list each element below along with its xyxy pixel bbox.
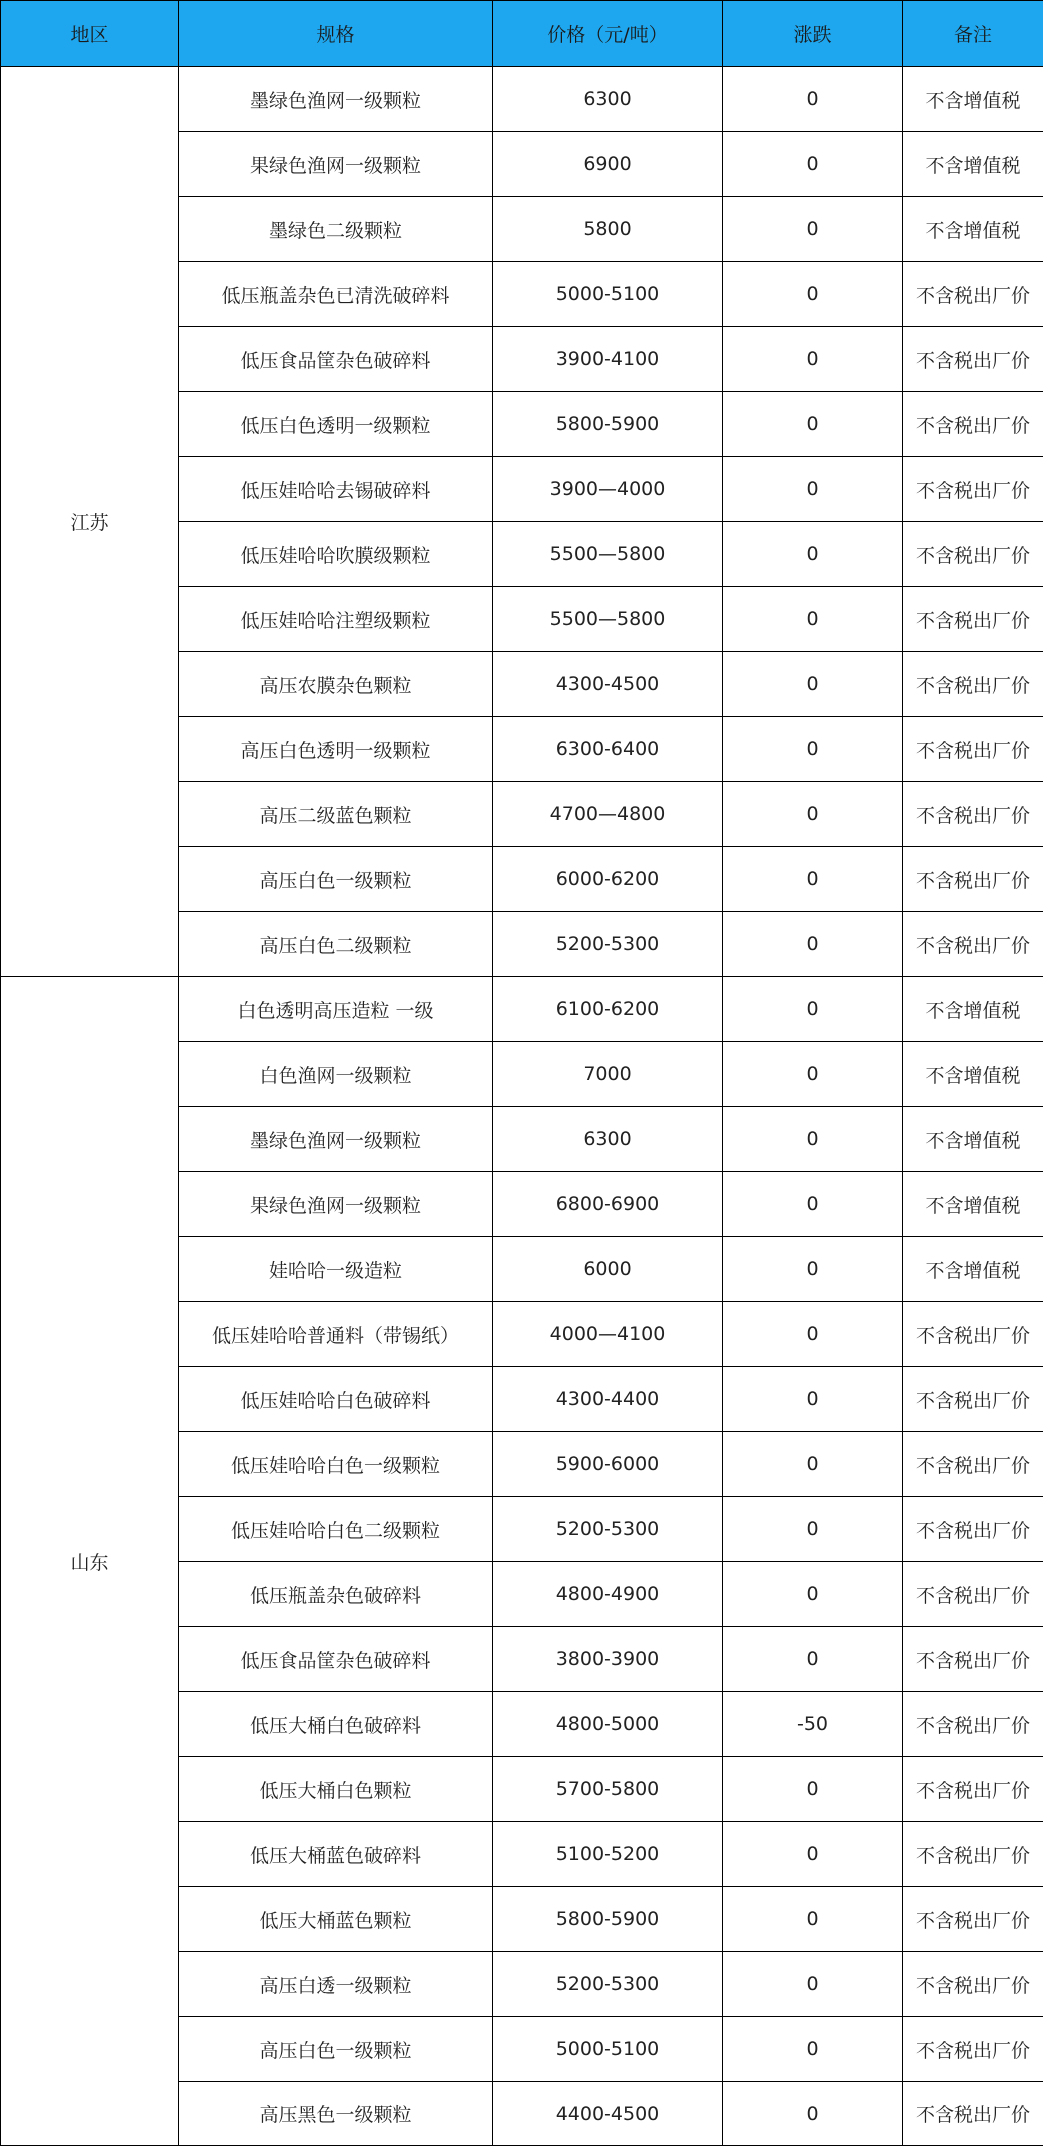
- price-cell: 7000: [493, 1042, 723, 1107]
- spec-cell: 墨绿色二级颗粒: [179, 197, 493, 262]
- price-cell: 5200-5300: [493, 1952, 723, 2017]
- spec-cell: 低压娃哈哈白色二级颗粒: [179, 1497, 493, 1562]
- change-cell: 0: [723, 717, 903, 782]
- change-cell: 0: [723, 1562, 903, 1627]
- note-cell: 不含税出厂价: [903, 1302, 1043, 1367]
- change-cell: 0: [723, 1107, 903, 1172]
- price-cell: 3800-3900: [493, 1627, 723, 1692]
- region-cell: 山东: [1, 977, 179, 2146]
- spec-cell: 高压农膜杂色颗粒: [179, 652, 493, 717]
- spec-cell: 低压大桶蓝色颗粒: [179, 1887, 493, 1952]
- note-cell: 不含税出厂价: [903, 1432, 1043, 1497]
- note-cell: 不含税出厂价: [903, 327, 1043, 392]
- price-cell: 4700—4800: [493, 782, 723, 847]
- table-row: [1, 67, 1043, 132]
- price-cell: 6300-6400: [493, 717, 723, 782]
- note-cell: 不含税出厂价: [903, 847, 1043, 912]
- note-cell: 不含税出厂价: [903, 1692, 1043, 1757]
- change-cell: 0: [723, 652, 903, 717]
- change-cell: 0: [723, 1302, 903, 1367]
- price-cell: 4300-4400: [493, 1367, 723, 1432]
- spec-cell: 高压白透一级颗粒: [179, 1952, 493, 2017]
- spec-cell: 低压大桶蓝色破碎料: [179, 1822, 493, 1887]
- price-cell: 5500—5800: [493, 522, 723, 587]
- change-cell: 0: [723, 392, 903, 457]
- change-cell: 0: [723, 847, 903, 912]
- change-cell: 0: [723, 327, 903, 392]
- change-cell: 0: [723, 1497, 903, 1562]
- change-cell: 0: [723, 1432, 903, 1497]
- price-cell: 6000: [493, 1237, 723, 1302]
- change-cell: 0: [723, 2017, 903, 2082]
- change-cell: 0: [723, 1042, 903, 1107]
- note-cell: 不含增值税: [903, 1107, 1043, 1172]
- note-cell: 不含增值税: [903, 197, 1043, 262]
- change-cell: 0: [723, 2082, 903, 2146]
- change-cell: 0: [723, 782, 903, 847]
- change-cell: 0: [723, 1627, 903, 1692]
- price-cell: 5800-5900: [493, 392, 723, 457]
- region-cell: 江苏: [1, 67, 179, 977]
- price-cell: 6100-6200: [493, 977, 723, 1042]
- price-cell: 6800-6900: [493, 1172, 723, 1237]
- spec-cell: 高压白色透明一级颗粒: [179, 717, 493, 782]
- spec-cell: 果绿色渔网一级颗粒: [179, 132, 493, 197]
- spec-cell: 果绿色渔网一级颗粒: [179, 1172, 493, 1237]
- spec-cell: 娃哈哈一级造粒: [179, 1237, 493, 1302]
- note-cell: 不含增值税: [903, 1172, 1043, 1237]
- price-cell: 3900-4100: [493, 327, 723, 392]
- price-cell: 6900: [493, 132, 723, 197]
- note-cell: 不含税出厂价: [903, 1562, 1043, 1627]
- note-cell: 不含税出厂价: [903, 782, 1043, 847]
- spec-cell: 高压黑色一级颗粒: [179, 2082, 493, 2146]
- price-cell: 5800-5900: [493, 1887, 723, 1952]
- price-cell: 5500—5800: [493, 587, 723, 652]
- note-cell: 不含税出厂价: [903, 652, 1043, 717]
- spec-cell: 低压瓶盖杂色破碎料: [179, 1562, 493, 1627]
- spec-cell: 墨绿色渔网一级颗粒: [179, 67, 493, 132]
- change-cell: -50: [723, 1692, 903, 1757]
- note-cell: 不含增值税: [903, 977, 1043, 1042]
- change-cell: 0: [723, 262, 903, 327]
- spec-cell: 白色透明高压造粒 一级: [179, 977, 493, 1042]
- table-body: [1, 67, 1043, 2146]
- note-cell: 不含税出厂价: [903, 717, 1043, 782]
- spec-cell: 低压娃哈哈吹膜级颗粒: [179, 522, 493, 587]
- price-cell: 5200-5300: [493, 1497, 723, 1562]
- change-cell: 0: [723, 457, 903, 522]
- spec-cell: 高压白色一级颗粒: [179, 847, 493, 912]
- price-cell: 3900—4000: [493, 457, 723, 522]
- spec-cell: 低压大桶白色破碎料: [179, 1692, 493, 1757]
- spec-cell: 低压娃哈哈去锡破碎料: [179, 457, 493, 522]
- price-cell: 5000-5100: [493, 2017, 723, 2082]
- note-cell: 不含税出厂价: [903, 1757, 1043, 1822]
- spec-cell: 低压瓶盖杂色已清洗破碎料: [179, 262, 493, 327]
- note-cell: 不含税出厂价: [903, 1952, 1043, 2017]
- change-cell: 0: [723, 1757, 903, 1822]
- spec-cell: 墨绿色渔网一级颗粒: [179, 1107, 493, 1172]
- change-cell: 0: [723, 1952, 903, 2017]
- note-cell: 不含税出厂价: [903, 457, 1043, 522]
- header-region: 地区: [1, 1, 179, 67]
- change-cell: 0: [723, 522, 903, 587]
- price-cell: 5700-5800: [493, 1757, 723, 1822]
- price-cell: 4400-4500: [493, 2082, 723, 2146]
- header-spec: 规格: [179, 1, 493, 67]
- table-row: [1, 977, 1043, 1042]
- note-cell: 不含增值税: [903, 1237, 1043, 1302]
- note-cell: 不含税出厂价: [903, 912, 1043, 977]
- spec-cell: 低压大桶白色颗粒: [179, 1757, 493, 1822]
- note-cell: 不含增值税: [903, 1042, 1043, 1107]
- note-cell: 不含税出厂价: [903, 2017, 1043, 2082]
- change-cell: 0: [723, 132, 903, 197]
- spec-cell: 低压娃哈哈白色破碎料: [179, 1367, 493, 1432]
- spec-cell: 低压娃哈哈白色一级颗粒: [179, 1432, 493, 1497]
- change-cell: 0: [723, 197, 903, 262]
- change-cell: 0: [723, 1887, 903, 1952]
- price-cell: 5900-6000: [493, 1432, 723, 1497]
- header-price: 价格（元/吨）: [493, 1, 723, 67]
- spec-cell: 低压娃哈哈普通料（带锡纸）: [179, 1302, 493, 1367]
- price-cell: 4300-4500: [493, 652, 723, 717]
- note-cell: 不含税出厂价: [903, 587, 1043, 652]
- change-cell: 0: [723, 587, 903, 652]
- price-cell: 5800: [493, 197, 723, 262]
- price-cell: 6300: [493, 1107, 723, 1172]
- note-cell: 不含税出厂价: [903, 522, 1043, 587]
- change-cell: 0: [723, 912, 903, 977]
- note-cell: 不含税出厂价: [903, 1497, 1043, 1562]
- note-cell: 不含税出厂价: [903, 262, 1043, 327]
- note-cell: 不含税出厂价: [903, 2082, 1043, 2146]
- price-cell: 4800-5000: [493, 1692, 723, 1757]
- price-cell: 4000—4100: [493, 1302, 723, 1367]
- change-cell: 0: [723, 1172, 903, 1237]
- spec-cell: 高压白色二级颗粒: [179, 912, 493, 977]
- change-cell: 0: [723, 67, 903, 132]
- spec-cell: 低压娃哈哈注塑级颗粒: [179, 587, 493, 652]
- change-cell: 0: [723, 977, 903, 1042]
- header-change: 涨跌: [723, 1, 903, 67]
- spec-cell: 低压食品筐杂色破碎料: [179, 327, 493, 392]
- price-cell: 5100-5200: [493, 1822, 723, 1887]
- spec-cell: 高压白色一级颗粒: [179, 2017, 493, 2082]
- price-cell: 5000-5100: [493, 262, 723, 327]
- note-cell: 不含税出厂价: [903, 1887, 1043, 1952]
- price-cell: 6300: [493, 67, 723, 132]
- change-cell: 0: [723, 1367, 903, 1432]
- price-cell: 4800-4900: [493, 1562, 723, 1627]
- spec-cell: 低压食品筐杂色破碎料: [179, 1627, 493, 1692]
- price-cell: 5200-5300: [493, 912, 723, 977]
- header-note: 备注: [903, 1, 1043, 67]
- spec-cell: 高压二级蓝色颗粒: [179, 782, 493, 847]
- change-cell: 0: [723, 1822, 903, 1887]
- note-cell: 不含增值税: [903, 132, 1043, 197]
- price-cell: 6000-6200: [493, 847, 723, 912]
- table-header-row: [1, 1, 1043, 67]
- note-cell: 不含税出厂价: [903, 1822, 1043, 1887]
- note-cell: 不含税出厂价: [903, 1627, 1043, 1692]
- spec-cell: 白色渔网一级颗粒: [179, 1042, 493, 1107]
- note-cell: 不含增值税: [903, 67, 1043, 132]
- note-cell: 不含税出厂价: [903, 1367, 1043, 1432]
- spec-cell: 低压白色透明一级颗粒: [179, 392, 493, 457]
- note-cell: 不含税出厂价: [903, 392, 1043, 457]
- change-cell: 0: [723, 1237, 903, 1302]
